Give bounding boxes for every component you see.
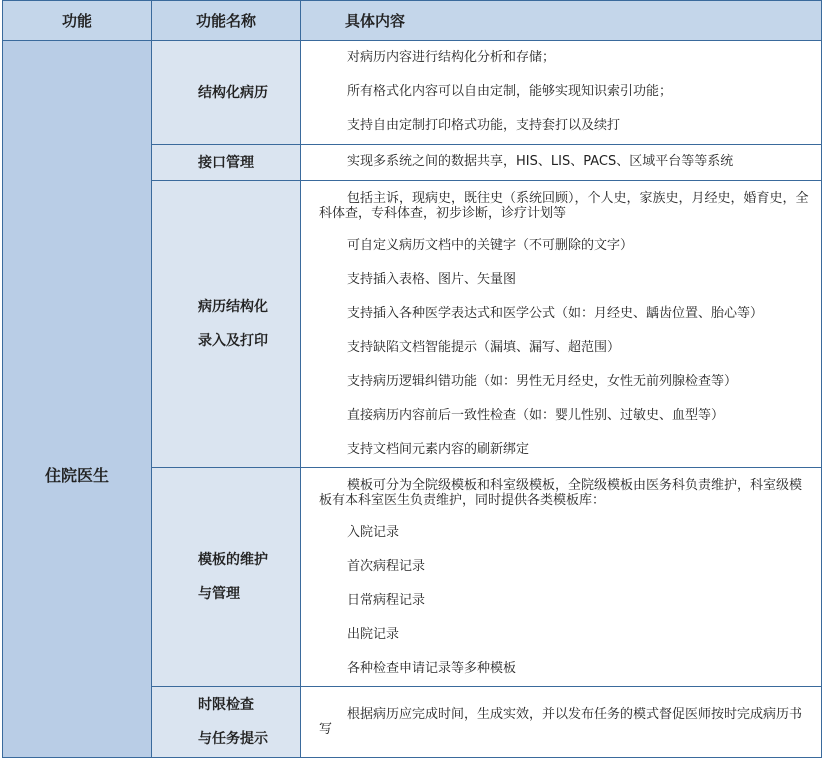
- content-item: 实现多系统之间的数据共享，HIS、LIS、PACS、区域平台等等系统: [347, 154, 734, 169]
- content-cell: [301, 145, 822, 181]
- content-paragraph: 根据病历应完成时间，生成实效，并以发布任务的模式督促医师按时完成病历书写: [319, 707, 803, 737]
- name-line: 与管理: [198, 586, 240, 602]
- feature-table: [2, 0, 822, 758]
- content-item: 支持自由定制打印格式功能，支持套打以及续打: [347, 118, 621, 133]
- header-row: [3, 1, 822, 41]
- content-cell: [301, 41, 822, 145]
- content-item: 支持插入各种医学表达式和医学公式（如：月经史、龋齿位置、胎心等）: [347, 306, 764, 321]
- content-item: 出院记录: [347, 627, 400, 642]
- content-item: 日常病程记录: [347, 593, 426, 608]
- content-cell: [301, 181, 822, 468]
- name-line: 时限检查: [198, 697, 254, 713]
- content-item: 支持文档间元素内容的刷新绑定: [347, 442, 530, 457]
- content-cell: [301, 468, 822, 687]
- content-cell: [301, 687, 822, 758]
- name-line: 与任务提示: [198, 731, 268, 747]
- content-item: 支持病历逻辑纠错功能（如：男性无月经史，女性无前列腺检查等）: [347, 374, 738, 389]
- name-cell: [152, 181, 301, 468]
- content-item: 支持插入表格、图片、矢量图: [347, 272, 517, 287]
- content-item: 首次病程记录: [347, 559, 426, 574]
- header-func: 功能: [3, 1, 152, 41]
- name-cell: [152, 145, 301, 181]
- header-content: 具体内容: [301, 1, 822, 41]
- table-row: [3, 41, 822, 145]
- name-line: 模板的维护: [198, 552, 268, 568]
- content-paragraph: 模板可分为全院级模板和科室级模板，全院级模板由医务科负责维护，科室级模板有本科室医生负责维护，同时提供各类模板库：: [319, 478, 803, 508]
- name-cell: [152, 687, 301, 758]
- role-cell: 住院医生: [3, 41, 152, 758]
- content-item: 直接病历内容前后一致性检查（如：婴儿性别、过敏史、血型等）: [347, 408, 725, 423]
- content-paragraph: 包括主诉，现病史，既往史（系统回顾），个人史，家族史，月经史，婚育史，全科体查，专科体查，初步诊断，诊疗计划等: [319, 191, 809, 221]
- content-item: 对病历内容进行结构化分析和存储；: [347, 50, 556, 65]
- name-line: 接口管理: [198, 154, 254, 171]
- header-name: 功能名称: [152, 1, 301, 41]
- content-item: 支持缺陷文档智能提示（漏填、漏写、超范围）: [347, 340, 621, 355]
- content-item: 所有格式化内容可以自由定制，能够实现知识索引功能；: [347, 84, 673, 99]
- name-line: 病历结构化: [198, 299, 268, 315]
- content-item: 各种检查申请记录等多种模板: [347, 661, 517, 676]
- name-cell: [152, 41, 301, 145]
- content-item: 入院记录: [347, 525, 400, 540]
- name-line: 结构化病历: [198, 84, 268, 101]
- content-item: 可自定义病历文档中的关键字（不可删除的文字）: [347, 238, 634, 253]
- name-line: 录入及打印: [198, 333, 268, 349]
- name-cell: [152, 468, 301, 687]
